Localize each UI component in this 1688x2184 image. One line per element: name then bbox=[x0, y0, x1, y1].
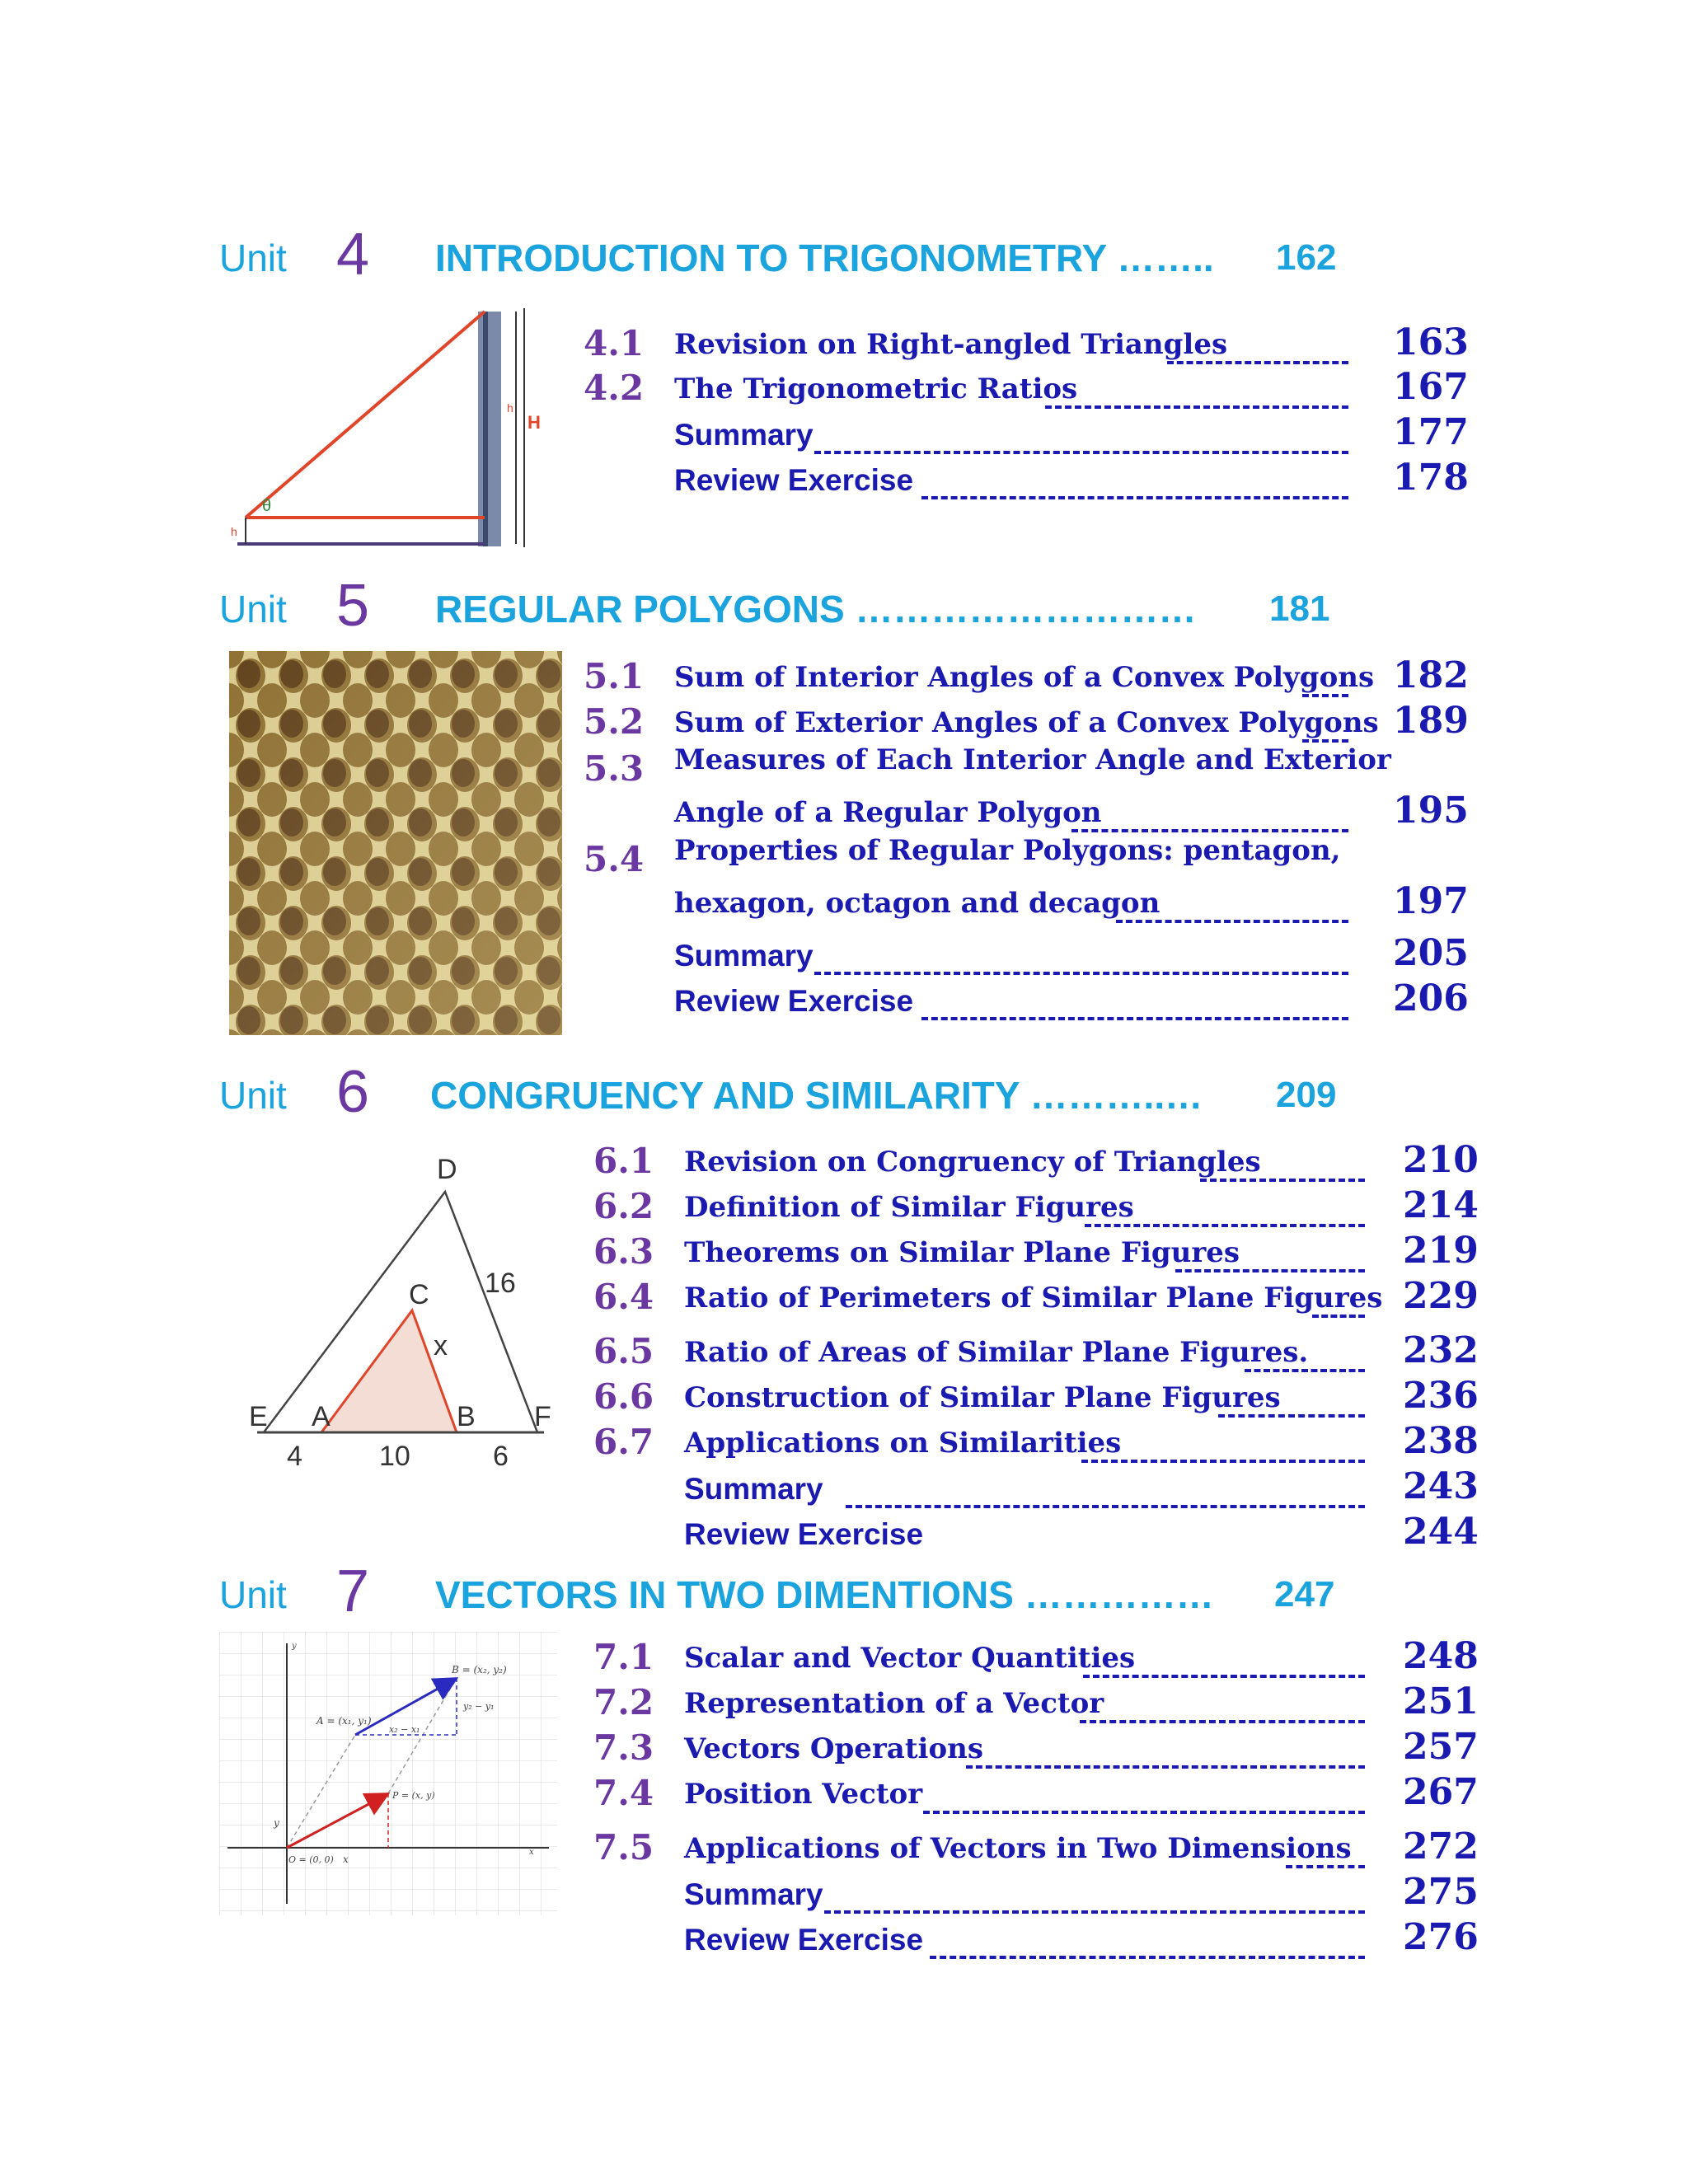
svg-text:P = (x, y): P = (x, y) bbox=[392, 1790, 435, 1801]
svg-text:y: y bbox=[292, 1642, 297, 1651]
toc-entry-5-1[interactable]: 5.1 Sum of Interior Angles of a Convex Polygons 182 bbox=[584, 654, 1469, 696]
unit-number: 7 bbox=[336, 1558, 370, 1624]
svg-text:6: 6 bbox=[493, 1441, 509, 1472]
toc-entry-summary[interactable]: Summary 177 bbox=[674, 411, 1469, 453]
svg-text:h: h bbox=[507, 401, 513, 415]
unit-page-number: 181 bbox=[1269, 588, 1330, 629]
toc-entry-review[interactable]: Review Exercise 206 bbox=[674, 977, 1469, 1019]
unit-title[interactable]: INTRODUCTION TO TRIGONOMETRY …….. bbox=[435, 237, 1214, 279]
svg-text:B: B bbox=[457, 1401, 476, 1432]
svg-text:10: 10 bbox=[379, 1441, 410, 1472]
right-triangle-figure bbox=[223, 305, 552, 552]
toc-entry-summary[interactable]: Summary 275 bbox=[684, 1871, 1479, 1913]
svg-text:16: 16 bbox=[485, 1268, 516, 1299]
toc-entry-7-4[interactable]: 7.4 Position Vector 267 bbox=[593, 1771, 1479, 1813]
toc-entry-5-4[interactable]: 5.4 Properties of Regular Polygons: pentagon, bbox=[584, 834, 1341, 879]
toc-entry-6-3[interactable]: 6.3 Theorems on Similar Plane Figures 219 bbox=[593, 1230, 1479, 1272]
toc-entry-6-5[interactable]: 6.5 Ratio of Areas of Similar Plane Figures. 232 bbox=[593, 1329, 1479, 1371]
unit-5-header bbox=[0, 572, 1688, 646]
unit-label: Unit bbox=[219, 237, 287, 279]
svg-text:x: x bbox=[343, 1854, 349, 1865]
unit-number: 5 bbox=[336, 573, 370, 639]
unit-4-header bbox=[0, 221, 1688, 295]
svg-text:4: 4 bbox=[287, 1441, 302, 1472]
toc-entry-7-1[interactable]: 7.1 Scalar and Vector Quantities 248 bbox=[593, 1635, 1479, 1677]
toc-entry-6-2[interactable]: 6.2 Definition of Similar Figures 214 bbox=[593, 1184, 1479, 1226]
unit-title[interactable]: REGULAR POLYGONS ……………………… bbox=[435, 588, 1197, 630]
honeycomb-image bbox=[229, 651, 562, 1035]
toc-entry-7-5[interactable]: 7.5 Applications of Vectors in Two Dimensions 272 bbox=[593, 1825, 1479, 1868]
hypotenuse-line bbox=[246, 312, 485, 518]
toc-entry-5-2[interactable]: 5.2 Sum of Exterior Angles of a Convex Polygons 189 bbox=[584, 700, 1469, 742]
similar-triangles-figure bbox=[239, 1146, 569, 1475]
unit-7-header bbox=[0, 1558, 1688, 1632]
toc-entry-5-3-cont[interactable]: Angle of a Regular Polygon 195 bbox=[674, 790, 1469, 832]
svg-text:C: C bbox=[409, 1279, 429, 1310]
svg-text:E: E bbox=[249, 1401, 268, 1432]
toc-entry-6-4[interactable]: 6.4 Ratio of Perimeters of Similar Plane Figures 229 bbox=[593, 1275, 1479, 1317]
toc-entry-review[interactable]: Review Exercise 178 bbox=[674, 457, 1469, 499]
toc-entry-review[interactable]: Review Exercise 276 bbox=[684, 1916, 1479, 1958]
unit-page-number: 162 bbox=[1276, 237, 1337, 278]
svg-text:A: A bbox=[312, 1401, 331, 1432]
toc-entry-5-3[interactable]: 5.3 Measures of Each Interior Angle and Exterior bbox=[584, 743, 1391, 789]
svg-text:F: F bbox=[534, 1401, 551, 1432]
toc-entry-summary[interactable]: Summary 205 bbox=[674, 932, 1469, 974]
toc-entry-4-1[interactable]: 4.1 Revision on Right-angled Triangles 163 bbox=[584, 321, 1469, 363]
toc-entry-7-2[interactable]: 7.2 Representation of a Vector 251 bbox=[593, 1680, 1479, 1722]
toc-entry-4-2[interactable]: 4.2 The Trigonometric Ratios 167 bbox=[584, 366, 1469, 408]
unit-title[interactable]: VECTORS IN TWO DIMENTIONS …………… bbox=[435, 1573, 1214, 1616]
toc-entry-review[interactable]: Review Exercise 244 bbox=[684, 1511, 1479, 1553]
svg-text:D: D bbox=[437, 1154, 457, 1185]
theta-label: θ bbox=[262, 497, 272, 515]
unit-number: 4 bbox=[336, 222, 370, 288]
unit-label: Unit bbox=[219, 588, 287, 630]
unit-label: Unit bbox=[219, 1074, 287, 1117]
svg-text:h: h bbox=[231, 525, 237, 538]
toc-entry-summary[interactable]: Summary 243 bbox=[684, 1465, 1479, 1507]
svg-text:y₂ − y₁: y₂ − y₁ bbox=[463, 1701, 495, 1712]
svg-text:x: x bbox=[529, 1848, 534, 1857]
toc-entry-6-1[interactable]: 6.1 Revision on Congruency of Triangles 210 bbox=[593, 1139, 1479, 1181]
toc-entry-6-7[interactable]: 6.7 Applications on Similarities 238 bbox=[593, 1420, 1479, 1462]
svg-text:y: y bbox=[274, 1817, 279, 1829]
toc-entry-7-3[interactable]: 7.3 Vectors Operations 257 bbox=[593, 1726, 1479, 1768]
toc-entry-5-4-cont[interactable]: hexagon, octagon and decagon 197 bbox=[674, 880, 1469, 922]
height-label: H bbox=[528, 412, 541, 433]
unit-label: Unit bbox=[219, 1573, 287, 1616]
unit-page-number: 209 bbox=[1276, 1075, 1337, 1115]
toc-entry-6-6[interactable]: 6.6 Construction of Similar Plane Figures 236 bbox=[593, 1375, 1479, 1417]
svg-text:x₂ − x₁: x₂ − x₁ bbox=[389, 1724, 420, 1735]
unit-title[interactable]: CONGRUENCY AND SIMILARITY ………..… bbox=[430, 1074, 1203, 1117]
svg-text:A = (x₁, y₁): A = (x₁, y₁) bbox=[316, 1715, 372, 1727]
svg-text:O = (0, 0): O = (0, 0) bbox=[288, 1854, 334, 1865]
unit-6-header bbox=[0, 1058, 1688, 1132]
unit-number: 6 bbox=[336, 1059, 370, 1125]
building-image bbox=[478, 312, 501, 546]
vector-graph-figure bbox=[219, 1632, 557, 1915]
svg-text:x: x bbox=[434, 1330, 448, 1361]
svg-text:B = (x₂, y₂): B = (x₂, y₂) bbox=[452, 1664, 507, 1675]
unit-page-number: 247 bbox=[1274, 1574, 1335, 1615]
